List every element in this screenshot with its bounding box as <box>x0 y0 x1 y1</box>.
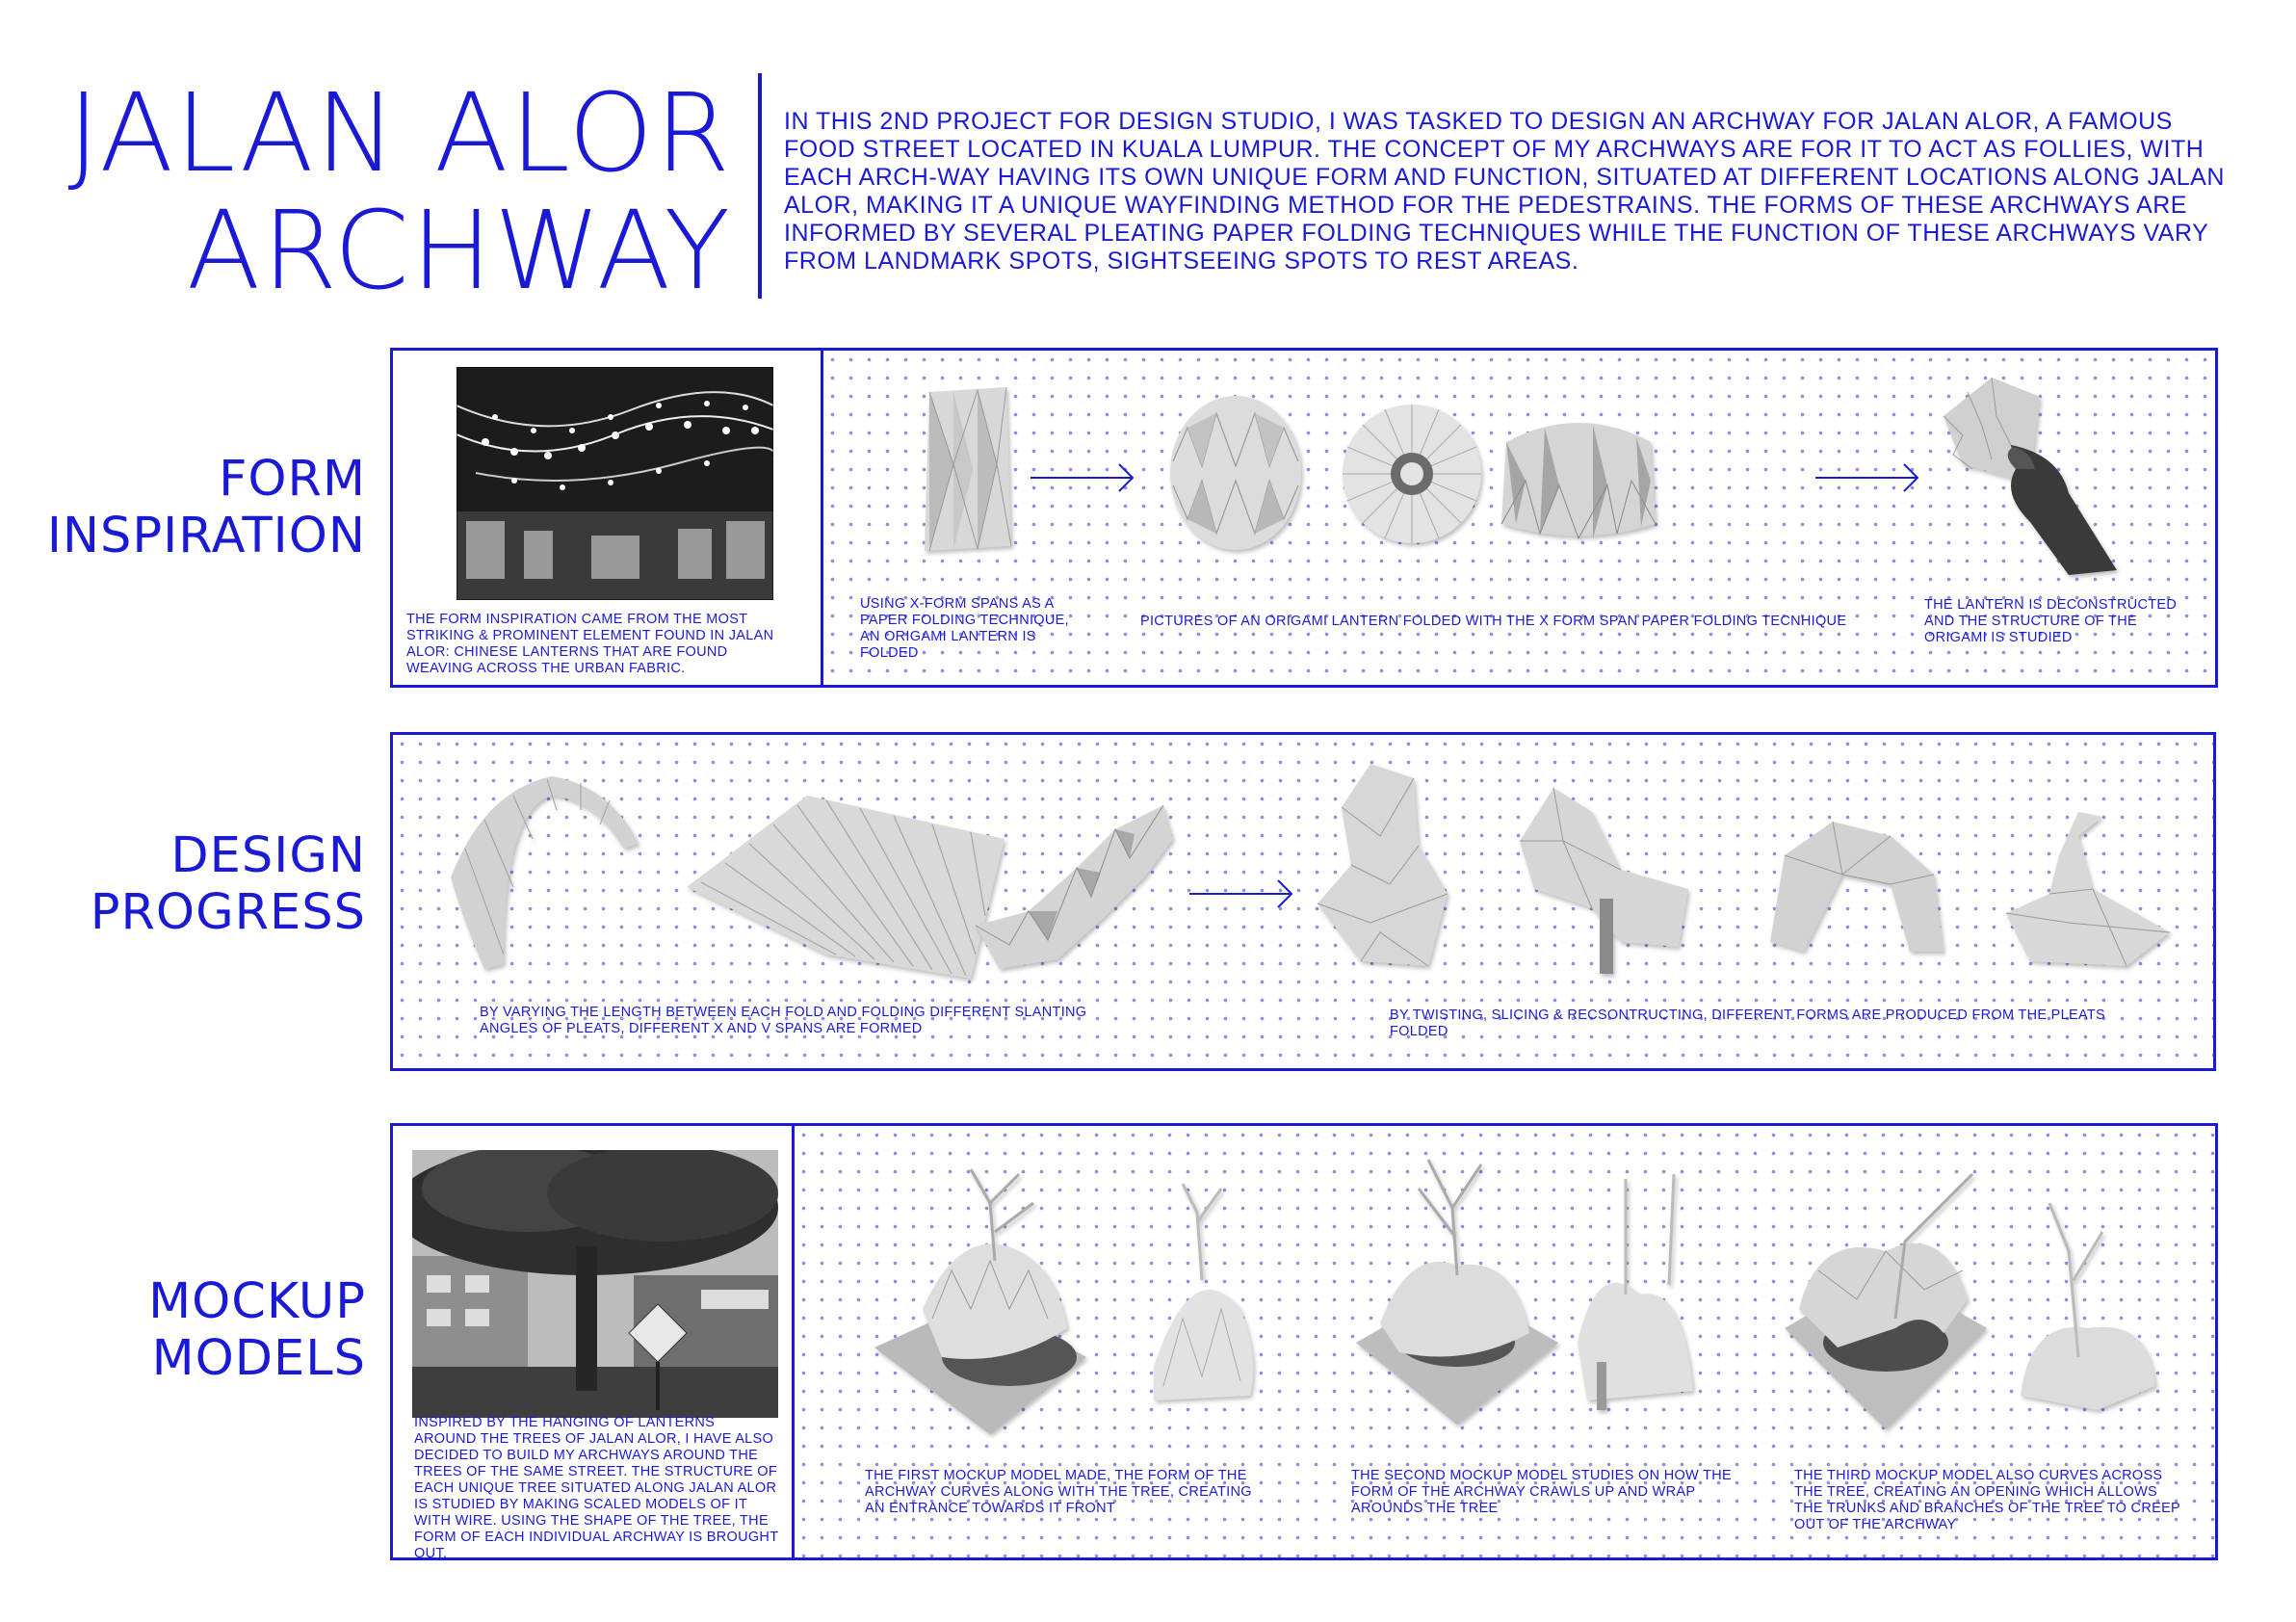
form-inspiration-panel <box>390 348 2218 688</box>
title-line-1: JALAN ALOR <box>67 71 732 196</box>
lantern-street-photo <box>457 367 773 600</box>
twisted-form-model-2 <box>1515 783 1698 981</box>
arrow-right-icon <box>1031 458 1136 497</box>
origami-lantern-top-model <box>1340 402 1484 551</box>
mockup-models-label-line2: MODELS <box>151 1330 366 1387</box>
folded-column-model <box>920 387 1016 561</box>
caption-folding-technique: USING X-FORM SPANS AS A PAPER FOLDING TECHNIQUE, AN ORIGAMI LANTERN IS FOLDED <box>860 596 1069 661</box>
design-progress-label-line2: PROGRESS <box>90 884 366 941</box>
form-inspiration-divider <box>821 351 823 685</box>
page-title <box>39 71 732 316</box>
design-progress-label-line1: DESIGN <box>170 827 366 884</box>
caption-twisting-forms: BY TWISTING, SLICING & RECSONTRUCTING, DIFFERENT FORMS ARE PRODUCED FROM THE PLEATS FOLDED <box>1390 1007 2105 1039</box>
caption-first-mockup: THE FIRST MOCKUP MODEL MADE, THE FORM OF THE ARCHWAY CURVES ALONG WITH THE TREE, CREATING AN ENTRANCE TOWARDS IT FRONT <box>865 1468 1252 1516</box>
mockup-photo-caption: INSPIRED BY THE HANGING OF LANTERNS AROUND THE TREES OF JALAN ALOR, I HAVE ALSO DECIDED TO BUILD MY ARCHWAYS AROUND THE TREES OF THE SAME STREET. THE STRUCTURE OF EACH UNIQUE TREE SITUATED ALONG JALAN ALOR IS STUDIED BY MAKING SCALED MODELS OF IT WITH WIRE. USING THE SHAPE OF THE TREE, THE FORM OF EACH INDIVIDUAL ARCHWAY IS BROUGHT OUT. <box>414 1415 779 1561</box>
mockup-models-panel <box>390 1123 2218 1560</box>
caption-lantern-pictures: PICTURES OF AN ORIGAMI LANTERN FOLDED WITH THE X FORM SPAN PAPER FOLDING TECNHIQUE <box>1140 614 1847 629</box>
form-inspiration-label-line1: FORM <box>219 451 366 508</box>
form-inspiration-photo-caption: THE FORM INSPIRATION CAME FROM THE MOST STRIKING & PROMINENT ELEMENT FOUND IN JALAN ALOR: CHINESE LANTERNS THAT ARE FOUND WEAVING ACROSS THE URBAN FABRIC. <box>406 612 774 676</box>
mockup-models-label-line1: MOCKUP <box>148 1273 366 1330</box>
twisted-form-model-3 <box>1765 817 1948 961</box>
title-divider <box>758 73 762 299</box>
design-progress-label <box>0 827 366 941</box>
form-inspiration-label-line2: INSPIRATION <box>46 508 366 564</box>
deconstructed-lantern-hand-model <box>1924 378 2126 580</box>
origami-lantern-side-model <box>1168 394 1303 558</box>
second-mockup-model <box>1351 1150 1717 1444</box>
title-line-2: ARCHWAY <box>186 189 732 314</box>
form-inspiration-label <box>0 451 366 564</box>
arrow-right-icon <box>1189 875 1295 913</box>
mockup-models-label <box>0 1273 366 1387</box>
caption-lantern-deconstructed: THE LANTERN IS DECONSTRUCTED AND THE STRUCTURE OF THE ORIGAMI IS STUDIED <box>1924 597 2178 645</box>
caption-third-mockup: THE THIRD MOCKUP MODEL ALSO CURVES ACROSS THE TREE, CREATING AN OPENING WHICH ALLOWS THE TRUNKS AND BRANCHES OF THE TREE TO CREEP OUT OF THE ARCHWAY <box>1794 1468 2180 1532</box>
tree-street-photo <box>412 1150 778 1418</box>
intro-paragraph: IN THIS 2ND PROJECT FOR DESIGN STUDIO, I WAS TASKED TO DESIGN AN ARCHWAY FOR JALAN ALOR, A FAMOUS FOOD STREET LOCATED IN KUALA LUMPUR. THE CONCEPT OF MY ARCHWAYS ARE FOR IT TO ACT AS FOLLIES, WITH EACH ARCH-WAY HAVING ITS OWN UNIQUE FORM AND FUNCTION, SITUATED AT DIFFERENT LOCATIONS ALONG JALAN ALOR, MAKING IT A UNIQUE WAYFINDING METHOD FOR THE PEDESTRAINS. THE FORMS OF THESE ARCHWAYS ARE INFORMED BY SEVERAL PLEATING PAPER FOLDING TECHNIQUES WHILE THE FUNCTION OF THESE ARCHWAYS VARY FROM LANDMARK SPOTS, SIGHTSEEING SPOTS TO REST AREAS. <box>784 108 2225 275</box>
twisted-pleat-model <box>971 800 1178 974</box>
arrow-right-icon <box>1815 458 1921 497</box>
third-mockup-model <box>1780 1164 2165 1444</box>
design-progress-panel <box>390 732 2216 1071</box>
origami-lantern-front-model <box>1497 404 1660 548</box>
first-mockup-model <box>865 1164 1298 1444</box>
twisted-form-model-1 <box>1313 759 1457 976</box>
curved-pleat-model-1 <box>446 772 643 979</box>
caption-pleats-formed: BY VARYING THE LENGTH BETWEEN EACH FOLD AND FOLDING DIFFERENT SLANTING ANGLES OF PLEATS, DIFFERENT X AND V SPANS ARE FORMED <box>480 1005 1087 1036</box>
caption-second-mockup: THE SECOND MOCKUP MODEL STUDIES ON HOW THE FORM OF THE ARCHWAY CRAWLS UP AND WRAP AROUNDS THE TREE <box>1351 1468 1733 1516</box>
wide-pleat-model <box>682 791 1009 988</box>
twisted-form-model-4 <box>2001 807 2175 976</box>
mockup-models-divider <box>792 1126 795 1557</box>
